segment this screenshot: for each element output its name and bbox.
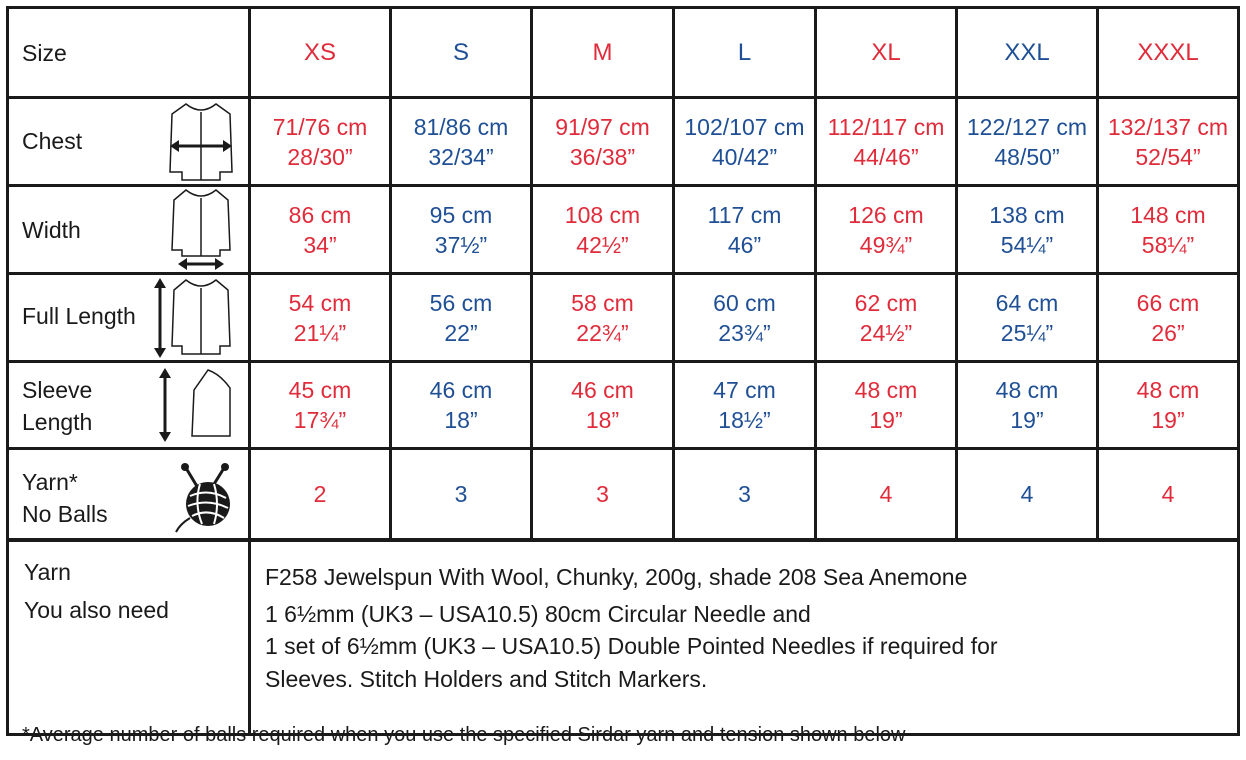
chest-cm: 122/127 cm [966,113,1088,140]
length-cell-xl [817,275,955,360]
sleeve-in: 17¾” [293,407,347,433]
width-cm: 86 cm [288,201,352,228]
length-in: 22” [444,319,478,346]
sleeve-in: 19” [1010,407,1044,433]
length-cell-xxl [958,275,1096,360]
width-cell-xxxl [1099,187,1237,272]
width-cm: 95 cm [429,201,493,228]
sleeve-cell-l [675,363,814,447]
sleeve-in: 18½” [718,407,771,433]
length-in: 26” [1151,319,1185,346]
chest-cm: 132/137 cm [1107,113,1229,140]
width-cm: 108 cm [564,201,641,228]
sleeve-cm: 48 cm [995,377,1059,403]
sleeve-cm: 48 cm [1136,377,1200,403]
width-in: 42½” [576,231,629,258]
width-cm: 117 cm [707,201,782,228]
length-cell-s [392,275,530,360]
chest-cell-s [392,99,530,184]
cardigan-length-icon [150,276,238,360]
width-in: 37½” [434,231,488,258]
width-cm: 138 cm [989,201,1065,228]
sleeve-cell-xs [251,363,389,447]
width-cell-m [533,187,672,272]
sleeve-cell-xxl [958,363,1096,447]
sleeve-cell-m [533,363,672,447]
balls-cell-xl: 4 [879,481,893,507]
row-label-sleeve-line-1: Sleeve [22,377,93,403]
chest-cm: 81/86 cm [413,113,509,140]
length-cell-l [675,275,814,360]
footer-need-line-1: 1 6½mm (UK3 – USA10.5) 80cm Circular Needle and [265,601,811,627]
yarn-ball-needles-icon [170,458,240,534]
sleeve-cm: 48 cm [854,377,918,403]
chest-cm: 112/117 cm [827,113,945,140]
chest-cell-m [533,99,672,184]
width-cm: 148 cm [1130,201,1206,228]
balls-cell-xxl: 4 [1020,481,1034,507]
balls-cell-xs: 2 [313,481,327,507]
chest-cell-xs [251,99,389,184]
footer-yarn-value: F258 Jewelspun With Wool, Chunky, 200g, shade 208 Sea Anemone [265,564,968,590]
width-in: 49¾” [859,231,913,258]
length-cm: 64 cm [995,289,1059,316]
chest-in: 28/30” [287,143,353,170]
row-label-size: Size [22,40,67,66]
size-header-xxxl: XXXL [1137,38,1199,66]
width-cell-xs [251,187,389,272]
sleeve-cell-s [392,363,530,447]
sleeve-in: 19” [1151,407,1185,433]
row-label-yarn-line-1: Yarn* [22,469,78,495]
balls-cell-m: 3 [596,481,609,507]
sleeve-cm: 47 cm [713,377,776,403]
sleeve-length-icon [150,364,238,446]
chest-cell-l [675,99,814,184]
sleeve-cell-xl [817,363,955,447]
chest-cm: 71/76 cm [272,113,368,140]
length-in: 24½” [859,319,913,346]
row-label-width: Width [22,217,81,243]
chest-in: 36/38” [569,143,636,170]
length-in: 22¾” [576,319,629,346]
balls-cell-s: 3 [454,481,468,507]
cardigan-chest-icon [164,100,238,182]
size-header-xs: XS [303,38,336,66]
width-cell-xxl [958,187,1096,272]
row-label-sleeve-line-2: Length [22,409,93,435]
size-header-m: M [592,38,613,66]
footer-need-line-3: Sleeves. Stitch Holders and Stitch Markers. [265,666,708,692]
balls-cell-xxxl: 4 [1161,481,1175,507]
chest-in: 48/50” [994,143,1060,170]
length-cm: 66 cm [1136,289,1200,316]
divider [6,538,1240,542]
length-in: 21¼” [293,319,347,346]
size-header-xxl: XXL [1004,38,1050,66]
width-cell-s [392,187,530,272]
length-cm: 54 cm [288,289,352,316]
footnote: *Average number of balls required when you use the specified Sirdar yarn and tension shown below [22,724,906,746]
footer-need-line-2: 1 set of 6½mm (UK3 – USA10.5) Double Pointed Needles if required for [265,633,998,659]
length-in: 23¾” [718,319,771,346]
chest-in: 32/34” [428,143,494,170]
balls-cell-l: 3 [738,481,751,507]
width-cm: 126 cm [848,201,924,228]
sleeve-cm: 46 cm [571,377,634,403]
width-cell-xl [817,187,955,272]
chest-cell-xl [817,99,955,184]
length-in: 25¼” [1000,319,1054,346]
row-label-sleeve-length [22,374,92,438]
sleeve-in: 18” [585,407,620,433]
footer-need-label: You also need [24,597,169,623]
length-cm: 58 cm [571,289,634,316]
sleeve-cm: 46 cm [429,377,493,403]
footer-yarn-label: Yarn [24,559,71,585]
length-cell-xxxl [1099,275,1237,360]
width-in: 46” [727,231,762,258]
length-cell-xs [251,275,389,360]
size-header-xl: XL [871,38,901,66]
row-label-full-length: Full Length [22,303,136,329]
chest-cell-xxl [958,99,1096,184]
chest-cm: 91/97 cm [555,113,650,140]
sleeve-cm: 45 cm [288,377,352,403]
sleeve-in: 19” [869,407,903,433]
width-in: 54¼” [1000,231,1054,258]
width-cell-l [675,187,814,272]
chest-in: 52/54” [1135,143,1201,170]
row-label-yarn-balls [22,466,108,530]
width-in: 34” [303,231,337,258]
cardigan-width-icon [164,186,238,272]
length-cm: 56 cm [429,289,493,316]
width-in: 58¼” [1141,231,1195,258]
chest-in: 40/42” [711,143,778,170]
length-cell-m [533,275,672,360]
size-header-l: L [737,38,752,66]
chest-cell-xxxl [1099,99,1237,184]
size-header-s: S [452,38,469,66]
sleeve-cell-xxxl [1099,363,1237,447]
chest-in: 44/46” [853,143,919,170]
length-cm: 62 cm [854,289,918,316]
chest-cm: 102/107 cm [684,113,805,140]
row-label-yarn-line-2: No Balls [22,501,108,527]
row-label-chest: Chest [22,128,83,154]
sleeve-in: 18” [444,407,478,433]
length-cm: 60 cm [713,289,776,316]
